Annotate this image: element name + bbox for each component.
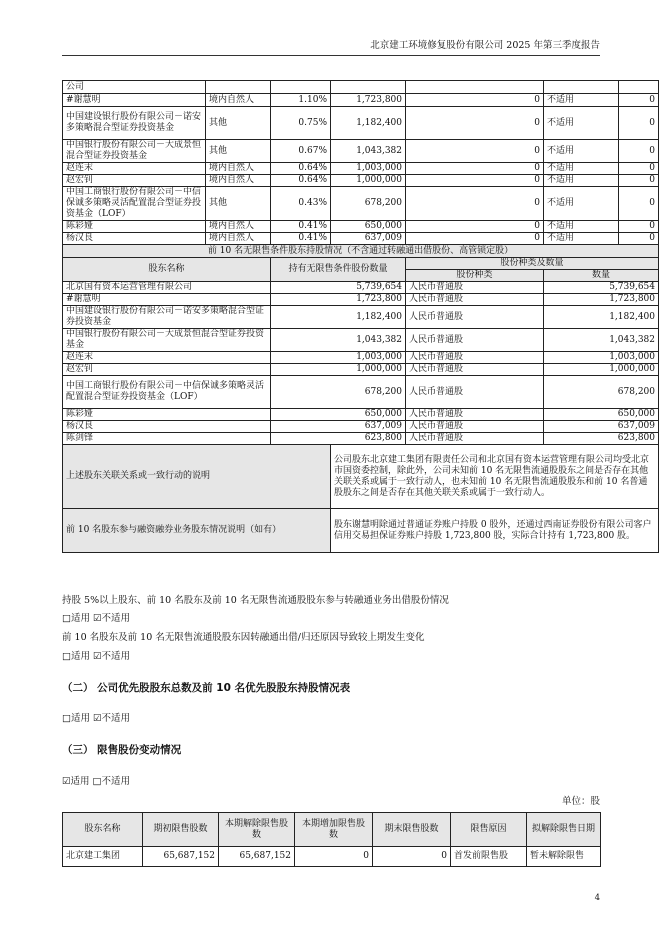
holding-percent: 0.64% — [271, 175, 331, 187]
col-type-group-header: 股份种类及数量 — [406, 258, 659, 270]
pledge-status: 不适用 — [544, 187, 619, 221]
restricted-shares: 0 — [406, 175, 544, 187]
share-num: 1,723,800 — [544, 294, 659, 306]
table-row — [63, 175, 659, 187]
holding-percent: 0.67% — [271, 140, 331, 163]
change-checkbox: □适用 ☑不适用 — [62, 651, 131, 662]
unrestricted-qty: 650,000 — [271, 409, 406, 421]
margin-label: 前 10 名股东参与融资融券业务股东情况说明（如有） — [63, 509, 331, 553]
unrestricted-qty: 1,043,382 — [271, 329, 406, 352]
holding-percent: 0.41% — [271, 233, 331, 245]
table-row — [63, 352, 659, 364]
unrestricted-name: 杨汉良 — [63, 421, 271, 433]
pledge-status — [544, 81, 619, 94]
page-header: 北京建工环境修复股份有限公司 2025 年第三季度报告 — [62, 40, 600, 56]
col-num-header: 数量 — [544, 270, 659, 282]
share-num: 1,182,400 — [544, 306, 659, 329]
share-num: 637,009 — [544, 421, 659, 433]
section-title-row — [63, 245, 659, 258]
shareholder-name: #谢慧明 — [63, 94, 206, 107]
holding-percent: 0.75% — [271, 107, 331, 140]
lending-paragraph: 持股 5%以上股东、前 10 名股东及前 10 名无限售流通股股东参与转融通业务出借股份情况 — [62, 595, 449, 606]
share-type: 人民币普通股 — [406, 294, 544, 306]
table-row — [63, 364, 659, 376]
table-row — [63, 294, 659, 306]
pledge-status: 不适用 — [544, 107, 619, 140]
shareholder-name: 中国银行股份有限公司－大成景恒混合型证券投资基金 — [63, 140, 206, 163]
table-row — [63, 187, 659, 221]
restricted-shares: 0 — [406, 107, 544, 140]
restricted-shares: 0 — [406, 163, 544, 175]
col-type-header: 股份种类 — [406, 270, 544, 282]
table-row — [63, 433, 659, 445]
table-row — [63, 421, 659, 433]
pledge-qty — [619, 81, 659, 94]
related-label: 上述股东关联关系或一致行动的说明 — [63, 445, 331, 509]
share-type: 人民币普通股 — [406, 364, 544, 376]
shareholder-name: 中国工商银行股份有限公司－中信保诚多策略灵活配置混合型证券投资基金（LOF） — [63, 187, 206, 221]
unrestricted-name: 中国建设银行股份有限公司－诺安多策略混合型证券投资基金 — [63, 306, 271, 329]
unrestricted-qty: 1,182,400 — [271, 306, 406, 329]
restricted-shares: 0 — [406, 94, 544, 107]
pledge-qty: 0 — [619, 187, 659, 221]
holding-percent: 1.10% — [271, 94, 331, 107]
pledge-status: 不适用 — [544, 175, 619, 187]
page-number: 4 — [594, 893, 600, 903]
table-row — [63, 306, 659, 329]
table-row — [63, 376, 659, 409]
related-text: 公司股东北京建工集团有限责任公司和北京国有资本运营管理有限公司均受北京市国资委控制，除此外，公司未知前 10 名无限售流通股股东之间是否存在其他关联关系或属于一致行动人，也未知前 10 名无限售流通股股东和前 10 名普通股股东之间是否存在其他关联关系或属于一致行动人。 — [331, 445, 659, 509]
unrestricted-name: 中国银行股份有限公司－大成景恒混合型证券投资基金 — [63, 329, 271, 352]
share-num: 5,739,654 — [544, 282, 659, 294]
col-qty-header: 持有无限售条件股份数量 — [271, 258, 406, 282]
table-row — [63, 847, 601, 867]
restricted-header: 期初限售股数 — [143, 813, 219, 847]
unrestricted-name: 赵连末 — [63, 352, 271, 364]
restricted-shares: 0 — [406, 233, 544, 245]
unrestricted-name: 陈彩娅 — [63, 409, 271, 421]
related-row — [63, 445, 659, 509]
shareholder-nature: 境内自然人 — [206, 221, 271, 233]
shareholder-nature: 境内自然人 — [206, 94, 271, 107]
share-type: 人民币普通股 — [406, 376, 544, 409]
pledge-status: 不适用 — [544, 94, 619, 107]
pledge-qty: 0 — [619, 94, 659, 107]
margin-row — [63, 509, 659, 553]
holding-shares: 637,009 — [331, 233, 406, 245]
table-row — [63, 94, 659, 107]
shareholder-name: 赵连末 — [63, 163, 206, 175]
unrestricted-qty: 1,003,000 — [271, 352, 406, 364]
shareholder-name: 中国建设银行股份有限公司－诺安多策略混合型证券投资基金 — [63, 107, 206, 140]
table-row — [63, 107, 659, 140]
unit-label: 单位：股 — [561, 796, 600, 807]
restricted-header: 本期解除限售股数 — [219, 813, 295, 847]
unrestricted-name: 北京国有资本运营管理有限公司 — [63, 282, 271, 294]
unrestricted-qty: 1,000,000 — [271, 364, 406, 376]
pledge-status: 不适用 — [544, 163, 619, 175]
pledge-qty: 0 — [619, 221, 659, 233]
shareholder-name: 公司 — [63, 81, 206, 94]
holding-percent: 0.64% — [271, 163, 331, 175]
shareholder-nature: 其他 — [206, 140, 271, 163]
preferred-checkbox: □适用 ☑不适用 — [62, 713, 131, 724]
unrestricted-qty: 678,200 — [271, 376, 406, 409]
restricted-header: 拟解除限售日期 — [527, 813, 601, 847]
holding-shares: 650,000 — [331, 221, 406, 233]
share-num: 623,800 — [544, 433, 659, 445]
holding-shares: 1,723,800 — [331, 94, 406, 107]
shareholder-table — [62, 80, 659, 553]
unrestricted-title: 前 10 名无限售条件股东持股情况（不含通过转融通出借股份、高管锁定股） — [63, 245, 659, 258]
restricted-shares — [406, 81, 544, 94]
unrestricted-name: 中国工商银行股份有限公司－中信保诚多策略灵活配置混合型证券投资基金（LOF） — [63, 376, 271, 409]
restricted-cell: 65,687,152 — [219, 847, 295, 867]
lending-checkbox: □适用 ☑不适用 — [62, 613, 131, 624]
holding-shares: 1,182,400 — [331, 107, 406, 140]
share-type: 人民币普通股 — [406, 282, 544, 294]
share-type: 人民币普通股 — [406, 352, 544, 364]
table-row — [63, 282, 659, 294]
share-num: 1,003,000 — [544, 352, 659, 364]
share-type: 人民币普通股 — [406, 421, 544, 433]
restricted-shares: 0 — [406, 221, 544, 233]
table-row — [63, 233, 659, 245]
change-paragraph: 前 10 名股东及前 10 名无限售流通股股东因转融通出借/归还原因导致较上期发生变化 — [62, 632, 425, 643]
section-restricted-title: （三） 限售股份变动情况 — [62, 744, 182, 756]
pledge-status: 不适用 — [544, 221, 619, 233]
table-row — [63, 81, 659, 94]
shareholder-name: 赵宏钊 — [63, 175, 206, 187]
pledge-status: 不适用 — [544, 233, 619, 245]
holding-percent — [271, 81, 331, 94]
shareholder-name: 陈彩娅 — [63, 221, 206, 233]
holding-percent: 0.43% — [271, 187, 331, 221]
restricted-checkbox: ☑适用 □不适用 — [62, 776, 131, 787]
holding-shares: 1,000,000 — [331, 175, 406, 187]
restricted-shares: 0 — [406, 140, 544, 163]
table-row — [63, 140, 659, 163]
share-type: 人民币普通股 — [406, 409, 544, 421]
holding-shares — [331, 81, 406, 94]
col-name-header: 股东名称 — [63, 258, 271, 282]
restricted-cell: 65,687,152 — [143, 847, 219, 867]
pledge-status: 不适用 — [544, 140, 619, 163]
pledge-qty: 0 — [619, 163, 659, 175]
table-row — [63, 163, 659, 175]
table-row — [63, 221, 659, 233]
share-num: 1,043,382 — [544, 329, 659, 352]
shareholder-nature: 其他 — [206, 187, 271, 221]
restricted-cell: 暂未解除限售 — [527, 847, 601, 867]
shareholder-nature — [206, 81, 271, 94]
holding-shares: 1,003,000 — [331, 163, 406, 175]
restricted-cell: 首发前限售股 — [451, 847, 527, 867]
restricted-shares-table — [62, 812, 601, 867]
restricted-header: 期末限售股数 — [373, 813, 451, 847]
restricted-header: 本期增加限售股数 — [295, 813, 373, 847]
shareholder-nature: 境内自然人 — [206, 233, 271, 245]
share-type: 人民币普通股 — [406, 306, 544, 329]
unrestricted-qty: 1,723,800 — [271, 294, 406, 306]
unrestricted-qty: 637,009 — [271, 421, 406, 433]
share-type: 人民币普通股 — [406, 433, 544, 445]
restricted-header: 限售原因 — [451, 813, 527, 847]
shareholder-nature: 其他 — [206, 107, 271, 140]
share-num: 1,000,000 — [544, 364, 659, 376]
unrestricted-qty: 5,739,654 — [271, 282, 406, 294]
section-preferred-title: （二） 公司优先股股东总数及前 10 名优先股股东持股情况表 — [62, 682, 351, 694]
shareholder-name: 杨汉良 — [63, 233, 206, 245]
share-num: 650,000 — [544, 409, 659, 421]
restricted-shares: 0 — [406, 187, 544, 221]
pledge-qty: 0 — [619, 107, 659, 140]
unrestricted-qty: 623,800 — [271, 433, 406, 445]
share-type: 人民币普通股 — [406, 329, 544, 352]
header-row — [63, 813, 601, 847]
pledge-qty: 0 — [619, 233, 659, 245]
holding-shares: 678,200 — [331, 187, 406, 221]
pledge-qty: 0 — [619, 175, 659, 187]
shareholder-nature: 境内自然人 — [206, 163, 271, 175]
table-row — [63, 329, 659, 352]
unrestricted-name: 陈剑锋 — [63, 433, 271, 445]
pledge-qty: 0 — [619, 140, 659, 163]
share-num: 678,200 — [544, 376, 659, 409]
holding-shares: 1,043,382 — [331, 140, 406, 163]
holding-percent: 0.41% — [271, 221, 331, 233]
restricted-cell: 0 — [373, 847, 451, 867]
restricted-cell: 北京建工集团 — [63, 847, 143, 867]
shareholder-nature: 境内自然人 — [206, 175, 271, 187]
header-row — [63, 258, 659, 270]
restricted-cell: 0 — [295, 847, 373, 867]
unrestricted-name: #谢慧明 — [63, 294, 271, 306]
restricted-header: 股东名称 — [63, 813, 143, 847]
unrestricted-name: 赵宏钊 — [63, 364, 271, 376]
margin-text: 股东谢慧明除通过普通证券账户持股 0 股外，还通过西南证券股份有限公司客户信用交易担保证券账户持股 1,723,800 股，实际合计持有 1,723,800 股。 — [331, 509, 659, 553]
table-row — [63, 409, 659, 421]
